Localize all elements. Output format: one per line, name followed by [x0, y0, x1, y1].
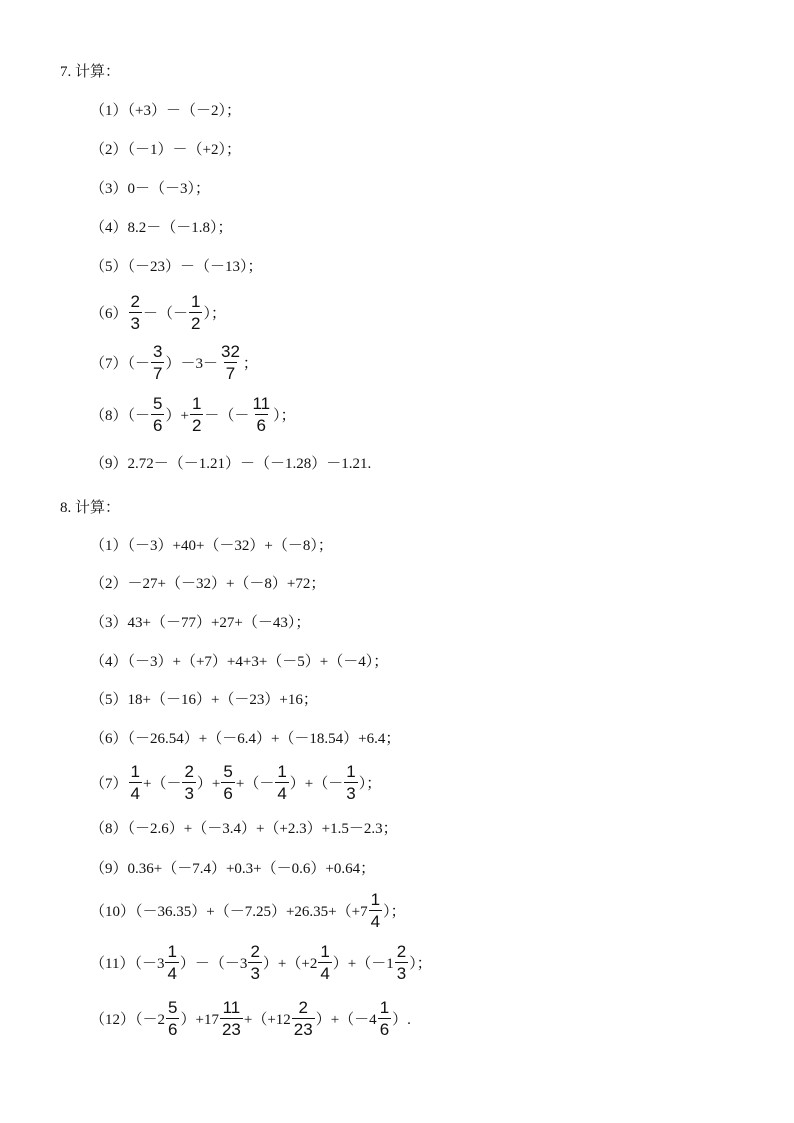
expression-text: （6）（－26.54）+（－6.4）+（－18.54）+6.4； — [90, 730, 401, 747]
fraction — [151, 343, 164, 382]
fraction-denominator: 3 — [250, 963, 260, 983]
fraction — [292, 999, 315, 1038]
fraction-numerator: 1 — [346, 761, 356, 781]
fraction-numerator: 2 — [250, 941, 260, 961]
fraction-denominator: 4 — [277, 783, 287, 803]
fraction-denominator: 4 — [370, 911, 381, 931]
expression-text: ）； — [358, 775, 382, 792]
fraction-denominator: 2 — [191, 415, 202, 435]
expression-text: ）. — [392, 1011, 411, 1028]
fraction-numerator: 32 — [221, 341, 240, 361]
expression-text: （5）18+（－16）+（－23）+16； — [90, 691, 318, 708]
expression-text: （9）2.72－（－1.21）－（－1.28）－1.21. — [90, 455, 372, 472]
fraction-numerator: 1 — [320, 941, 330, 961]
question-8-title: 计算： — [75, 500, 121, 516]
expression-text: （3）0－（－3）； — [90, 180, 211, 197]
expression-text: （3）43+（－77）+27+（－43）； — [90, 614, 311, 631]
fraction — [318, 943, 331, 982]
expression-text: （1）（+3）－（－2）； — [90, 102, 241, 119]
fraction-numerator: 3 — [153, 341, 163, 361]
expression-text: （8）（－ — [90, 407, 151, 424]
fraction — [220, 999, 243, 1038]
expression-text: ）+（+2 — [262, 955, 318, 972]
expression-text: （10）（－36.35）+（－7.25）+26.35+（+7 — [90, 903, 368, 920]
fraction-numerator: 1 — [130, 761, 140, 781]
fraction — [219, 343, 242, 382]
fraction — [275, 763, 288, 802]
expression-text: －（－ — [142, 305, 188, 322]
expression-text: ）+（－4 — [315, 1011, 377, 1028]
fraction-denominator: 6 — [379, 1019, 390, 1039]
fraction-numerator: 5 — [153, 393, 163, 413]
expression-text: ）+ — [196, 775, 221, 792]
fraction-denominator: 7 — [225, 363, 236, 383]
fraction-denominator: 3 — [184, 783, 194, 803]
fraction-numerator: 1 — [379, 997, 390, 1017]
expression-text: ）+ — [165, 407, 189, 424]
fraction-denominator: 6 — [256, 415, 266, 435]
fraction-denominator: 3 — [396, 963, 407, 983]
expression-text: （12）（－2 — [90, 1011, 166, 1028]
expression-text: ）+（－ — [289, 775, 344, 792]
fraction — [369, 891, 382, 930]
expression-text: （2）（－1）－（+2）； — [90, 141, 241, 158]
fraction-numerator: 11 — [222, 997, 241, 1017]
fraction-denominator: 2 — [191, 313, 201, 333]
fraction-numerator: 1 — [191, 291, 201, 311]
fraction-numerator: 5 — [168, 997, 178, 1017]
fraction-numerator: 11 — [252, 393, 271, 413]
expression-text: ）－3－ — [165, 355, 218, 372]
fraction — [129, 763, 142, 802]
fraction — [395, 943, 408, 982]
expression-text: （2）－27+（－32）+（－8）+72； — [90, 575, 326, 592]
fraction — [248, 943, 261, 982]
fraction-denominator: 4 — [167, 963, 177, 983]
expression-text: ）+（－1 — [332, 955, 394, 972]
expression-text: （4）8.2－（－1.8）； — [90, 219, 233, 236]
fraction — [166, 999, 179, 1038]
fraction — [189, 293, 202, 332]
fraction — [182, 763, 195, 802]
fraction-numerator: 2 — [298, 997, 308, 1017]
fraction — [221, 763, 234, 802]
fraction-denominator: 3 — [130, 313, 140, 333]
fraction-numerator: 5 — [223, 761, 233, 781]
question-7-number: 7. — [60, 64, 72, 80]
expression-text: （5）（－23）－（－13）； — [90, 258, 263, 275]
fraction-denominator: 6 — [223, 783, 233, 803]
fraction — [190, 395, 203, 434]
fraction — [344, 763, 357, 802]
fraction — [165, 943, 178, 982]
expression-text: （7） — [90, 775, 128, 792]
fraction-denominator: 3 — [346, 783, 356, 803]
expression-text: （4）（－3）+（+7）+4+3+（－5）+（－4）； — [90, 653, 389, 670]
fraction-numerator: 1 — [191, 393, 202, 413]
fraction-numerator: 2 — [130, 291, 140, 311]
fraction — [151, 395, 164, 434]
expression-text: ）； — [273, 407, 296, 424]
fraction-numerator: 1 — [277, 761, 287, 781]
fraction — [250, 395, 272, 434]
fraction-denominator: 6 — [168, 1019, 178, 1039]
fraction-numerator: 2 — [396, 941, 407, 961]
fraction-numerator: 1 — [370, 889, 381, 909]
expression-text: （1）（－3）+40+（－32）+（－8）； — [90, 537, 333, 554]
expression-text: （8）（－2.6）+（－3.4）+（+2.3）+1.5－2.3； — [90, 820, 398, 837]
question-8-number: 8. — [60, 500, 72, 516]
expression-text: +（－ — [142, 775, 182, 792]
fraction-denominator: 4 — [130, 783, 140, 803]
fraction-denominator: 23 — [221, 1019, 241, 1039]
expression-text: ）； — [383, 903, 406, 920]
expression-text: －（－ — [204, 407, 250, 424]
fraction — [129, 293, 142, 332]
fraction-denominator: 6 — [153, 415, 163, 435]
expression-text: +（+12 — [243, 1011, 291, 1028]
fraction-denominator: 7 — [153, 363, 163, 383]
expression-text: +（－ — [235, 775, 275, 792]
expression-text: ）； — [203, 305, 226, 322]
expression-text: （9）0.36+（－7.4）+0.3+（－0.6）+0.64； — [90, 860, 376, 877]
expression-text: ； — [242, 355, 258, 372]
fraction-numerator: 1 — [167, 941, 177, 961]
expression-text: ）； — [409, 955, 432, 972]
question-8-heading — [60, 496, 120, 517]
fraction-numerator: 2 — [184, 761, 194, 781]
expression-text: （7）（－ — [90, 355, 151, 372]
expression-text: ）+17 — [180, 1011, 219, 1028]
expression-text: ）－（－3 — [179, 955, 248, 972]
expression-text: （6） — [90, 305, 128, 322]
expression-text: （11）（－3 — [90, 955, 165, 972]
question-7-heading — [60, 60, 120, 81]
fraction-denominator: 23 — [293, 1019, 313, 1039]
fraction — [378, 999, 391, 1038]
fraction-denominator: 4 — [320, 963, 330, 983]
question-7-title: 计算： — [75, 64, 121, 80]
